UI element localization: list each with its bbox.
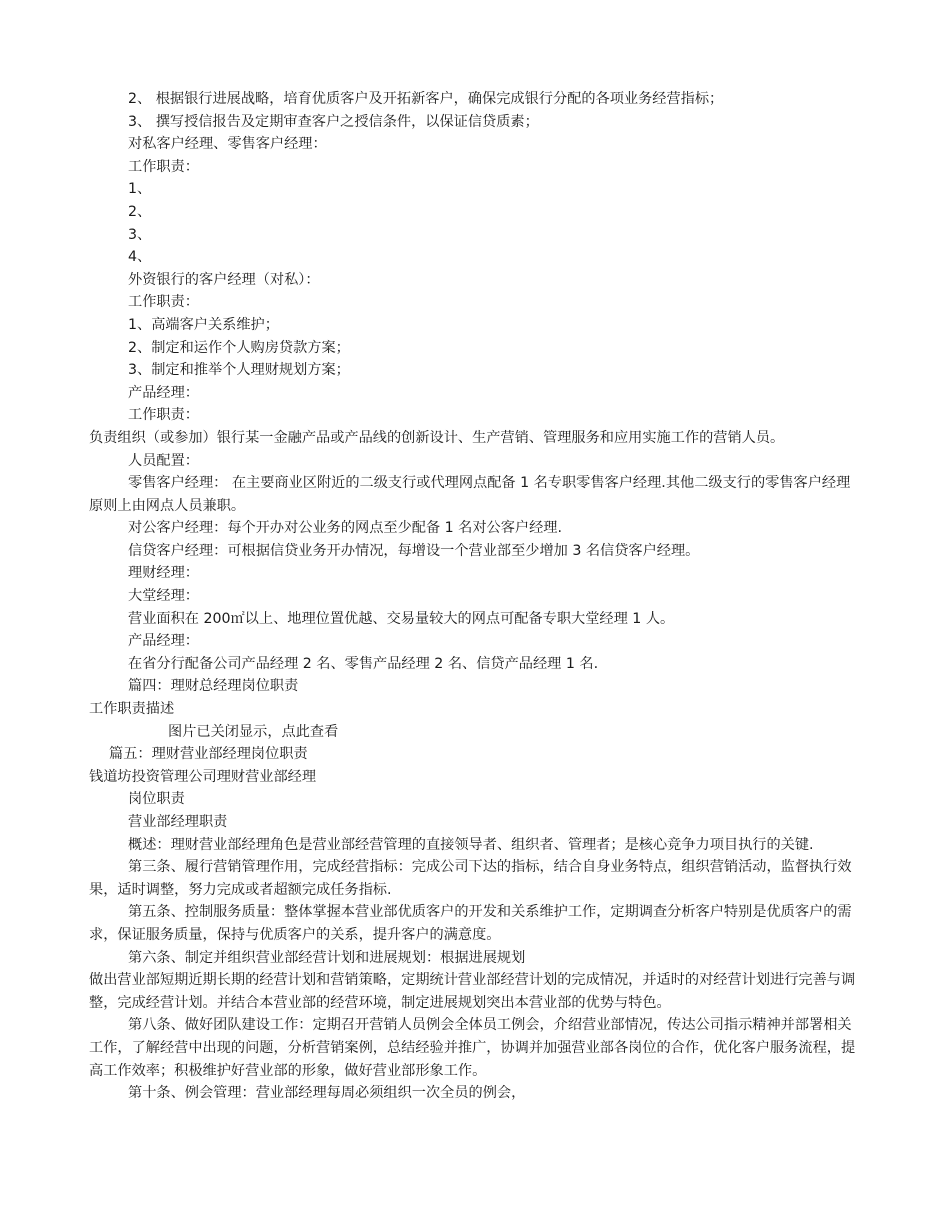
- list-item: 2、: [128, 203, 152, 220]
- article-heading: 篇四：理财总经理岗位职责: [128, 678, 299, 695]
- list-item: 4、: [128, 249, 152, 266]
- list-item: 1、: [128, 181, 152, 198]
- text-line: 第十条、例会管理：营业部经理每周必须组织一次全员的例会，: [128, 1085, 526, 1102]
- text-line: 在省分行配备公司产品经理 2 名、零售产品经理 2 名、信贷产品经理 1 名.: [128, 655, 599, 672]
- text-line: 2、 根据银行进展战略，培育优质客户及开拓新客户，确保完成银行分配的各项业务经营指标；: [128, 91, 724, 107]
- text-line: 对公客户经理：每个开办对公业务的网点至少配备 1 名对公客户经理.: [128, 520, 562, 537]
- text-line: 产品经理：: [128, 633, 199, 650]
- text-line: 营业面积在 200㎡以上、地理位置优越、交易量较大的网点可配备专职大堂经理 1 人。: [128, 610, 675, 627]
- section-heading: 人员配置：: [128, 452, 199, 469]
- list-item: 3、制定和推举个人理财规划方案；: [128, 362, 350, 379]
- section-heading: 产品经理：: [128, 384, 199, 401]
- section-heading: 外资银行的客户经理（对私）：: [128, 271, 320, 288]
- paragraph: 第八条、做好团队建设工作：定期召开营销人员例会全体员工例会，介绍营业部情况，传达公司指示精神并部署相关工作，了解经营中出现的问题，分析营销案例，总结经验并推广，协调并加强营业部各岗位的合作，优化客户服务流程，提高工作效率；积极维护好营业部的形象，做好营业部形象工作。: [89, 1017, 856, 1079]
- text-line: 营业部经理职责: [128, 814, 228, 830]
- text-line: 工作职责：: [128, 294, 199, 311]
- section-heading: 对私客户经理、零售客户经理：: [128, 136, 327, 153]
- text-line: 岗位职责: [128, 791, 185, 808]
- text-line: 钱道坊投资管理公司理财营业部经理: [89, 768, 317, 785]
- list-item: 3、: [128, 226, 152, 243]
- text-line: 3、 撰写授信报告及定期审查客户之授信条件，以保证信贷质素；: [128, 113, 539, 130]
- text-line: 工作职责描述: [89, 701, 175, 718]
- text-line: 理财经理：: [128, 565, 199, 582]
- paragraph: 负责组织（或参加）银行某一金融产品或产品线的创新设计、生产营销、管理服务和应用实施工作的营销人员。: [89, 429, 785, 446]
- image-placeholder-link[interactable]: 图片已关闭显示，点此查看: [168, 723, 339, 740]
- paragraph: 零售客户经理： 在主要商业区附近的二级支行或代理网点配备 1 名专职零售客户经理.其他二级支行的零售客户经理原则上由网点人员兼职。: [89, 475, 851, 514]
- text-line: 大堂经理：: [128, 588, 199, 605]
- list-item: 1、高端客户关系维护；: [128, 316, 279, 333]
- document-body: [0, 88, 950, 1105]
- paragraph: 概述：理财营业部经理角色是营业部经营管理的直接领导者、组织者、管理者；是核心竞争力项目执行的关键.: [128, 836, 814, 853]
- paragraph: 第五条、控制服务质量：整体掌握本营业部优质客户的开发和关系维护工作，定期调查分析客户特别是优质客户的需求，保证服务质量，保持与优质客户的关系，提升客户的满意度。: [89, 904, 852, 943]
- paragraph: 做出营业部短期近期长期的经营计划和营销策略，定期统计营业部经营计划的完成情况，并适时的对经营计划进行完善与调整，完成经营计划。并结合本营业部的经营环境，制定进展规划突出本营业部的优势与特色。: [89, 972, 856, 1011]
- text-line: 工作职责：: [128, 407, 199, 424]
- text-line: 工作职责：: [128, 158, 199, 175]
- text-line: 信贷客户经理：可根据信贷业务开办情况，每增设一个营业部至少增加 3 名信贷客户经理。: [128, 542, 700, 559]
- list-item: 2、制定和运作个人购房贷款方案；: [128, 339, 350, 356]
- paragraph: 第三条、履行营销管理作用，完成经营指标：完成公司下达的指标，结合自身业务特点，组织营销活动，监督执行效果，适时调整，努力完成或者超额完成任务指标.: [89, 859, 852, 898]
- article-heading: 篇五：理财营业部经理岗位职责: [109, 746, 308, 763]
- text-line: 第六条、制定并组织营业部经营计划和进展规划：根据进展规划: [128, 949, 526, 966]
